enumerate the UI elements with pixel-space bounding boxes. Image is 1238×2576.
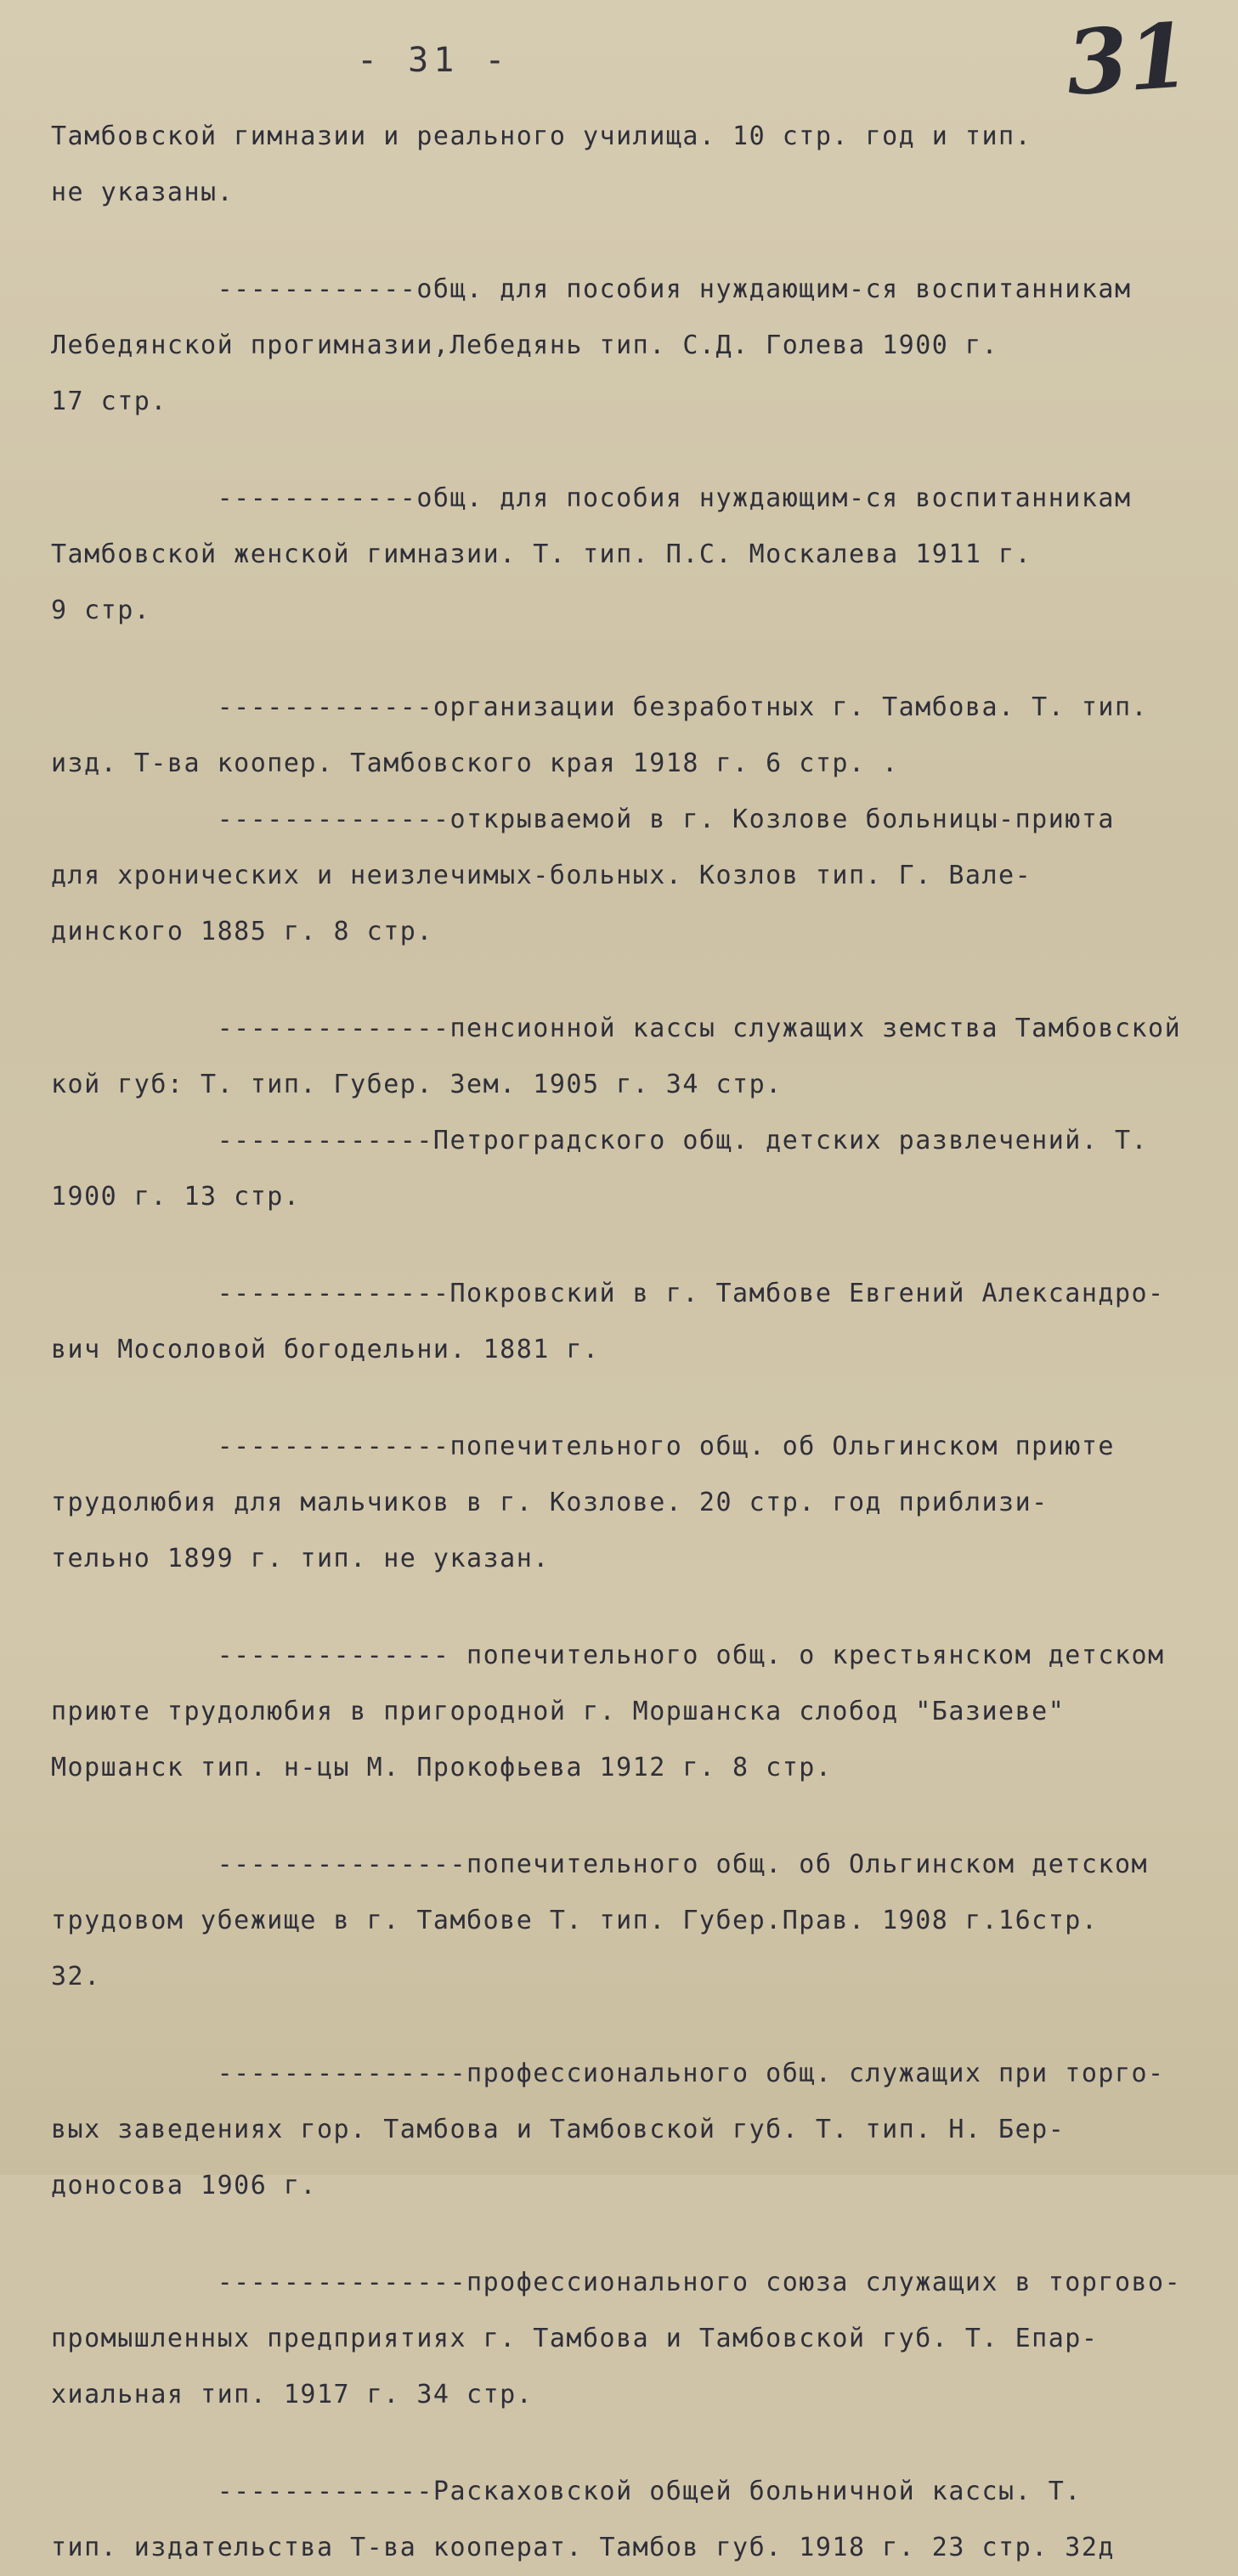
entry-line: -------------организации безработных г. Тамбова. Т. тип. <box>51 692 1149 722</box>
entry-line: --------------попечительного общ. об Ольгинском приюте <box>51 1432 1115 1461</box>
entry-line: 17 стр. <box>51 387 167 416</box>
entry-line: --------------Покровский в г. Тамбове Евгений Александро- <box>51 1279 1165 1308</box>
entry-gap <box>51 2005 1190 2046</box>
entry-gap <box>51 960 1190 1001</box>
entry-line: хиальная тип. 1917 г. 34 стр. <box>51 2380 534 2409</box>
entry-line: 9 стр. <box>51 596 151 625</box>
entry-line: тельно 1899 г. тип. не указан. <box>51 1544 550 1573</box>
bibliography-entry <box>51 1628 1190 1796</box>
entry-line: вых заведениях гор. Тамбова и Тамбовской губ. Т. тип. Н. Бер- <box>51 2115 1066 2144</box>
entry-line: изд. Т-ва коопер. Тамбовского края 1918 г. 6 стр. . <box>51 749 899 778</box>
entry-line: вич Мосоловой богодельни. 1881 г. <box>51 1335 600 1364</box>
entry-line: --------------открываемой в г. Козлове больницы-приюта <box>51 805 1115 834</box>
entry-line: 1900 г. 13 стр. <box>51 1182 301 1212</box>
entry-line: доносова 1906 г. <box>51 2171 317 2200</box>
entry-line: Лебедянской прогимназии,Лебедянь тип. С.Д. Голева 1900 г. <box>51 330 999 360</box>
entry-line: Тамбовской гимназии и реального училища. 10 стр. год и тип. <box>51 121 1032 151</box>
entry-line: кой губ: Т. тип. Губер. Зем. 1905 г. 34 стр. <box>51 1070 783 1099</box>
archive-folio-number: 31 <box>1062 3 1193 116</box>
entry-gap <box>51 2214 1190 2255</box>
entry-line: для хронических и неизлечимых-больных. Козлов тип. Г. Вале- <box>51 861 1032 890</box>
bibliography-entry <box>51 2255 1190 2423</box>
bibliography-entry <box>51 471 1190 639</box>
entry-gap <box>51 2423 1190 2464</box>
bibliography-entry <box>51 1419 1190 1587</box>
entry-gap <box>51 430 1190 471</box>
bibliography-entry <box>51 1266 1190 1378</box>
entry-line: ---------------профессионального общ. служащих при торго- <box>51 2059 1165 2088</box>
document-body <box>51 109 1190 2576</box>
bibliography-entry <box>51 109 1190 221</box>
entry-gap <box>51 1378 1190 1419</box>
entry-line: 32. <box>51 1962 101 1991</box>
entry-line: -------------- попечительного общ. о крестьянском детском <box>51 1641 1165 1670</box>
entry-line: Моршанск тип. н-цы М. Прокофьева 1912 г. 8 стр. <box>51 1753 833 1782</box>
entry-gap <box>51 1587 1190 1628</box>
entry-line: --------------пенсионной кассы служащих земства Тамбовской <box>51 1014 1182 1043</box>
entry-line: ------------общ. для пособия нуждающим-ся воспитанникам <box>51 483 1132 513</box>
entry-line: -------------Раскаховской общей больничной кассы. Т. <box>51 2477 1082 2506</box>
entry-line: ------------общ. для пособия нуждающим-ся воспитанникам <box>51 274 1132 304</box>
entry-gap <box>51 221 1190 262</box>
entry-line: ---------------попечительного общ. об Ольгинском детском <box>51 1850 1149 1879</box>
entry-gap <box>51 1225 1190 1266</box>
entry-line: динского 1885 г. 8 стр. <box>51 917 433 946</box>
entry-line: промышленных предприятиях г. Тамбова и Тамбовской губ. Т. Епар- <box>51 2324 1099 2353</box>
entry-line: -------------Петроградского общ. детских развлечений. Т. <box>51 1126 1149 1155</box>
entry-gap <box>51 639 1190 680</box>
bibliography-entry <box>51 680 1190 960</box>
entry-line: трудолюбия для мальчиков в г. Козлове. 20 стр. год приблизи- <box>51 1488 1049 1517</box>
entry-line: трудовом убежище в г. Тамбове Т. тип. Губер.Прав. 1908 г.16стр. <box>51 1906 1099 1935</box>
entry-line: не указаны. <box>51 178 235 207</box>
bibliography-entry <box>51 1837 1190 2005</box>
bibliography-entry <box>51 2464 1190 2576</box>
entry-line: тип. издательства Т-ва кооперат. Тамбов губ. 1918 г. 23 стр. 32д <box>51 2533 1115 2562</box>
bibliography-entry <box>51 262 1190 430</box>
entry-line: Тамбовской женской гимназии. Т. тип. П.С. Москалева 1911 г. <box>51 539 1032 569</box>
entry-line: ---------------профессионального союза служащих в торгово- <box>51 2268 1182 2297</box>
entry-gap <box>51 1796 1190 1837</box>
page-number: - 31 - <box>357 41 511 80</box>
entry-line: приюте трудолюбия в пригородной г. Моршанска слобод "Базиеве" <box>51 1697 1066 1726</box>
bibliography-entry <box>51 1001 1190 1225</box>
bibliography-entry <box>51 2046 1190 2214</box>
